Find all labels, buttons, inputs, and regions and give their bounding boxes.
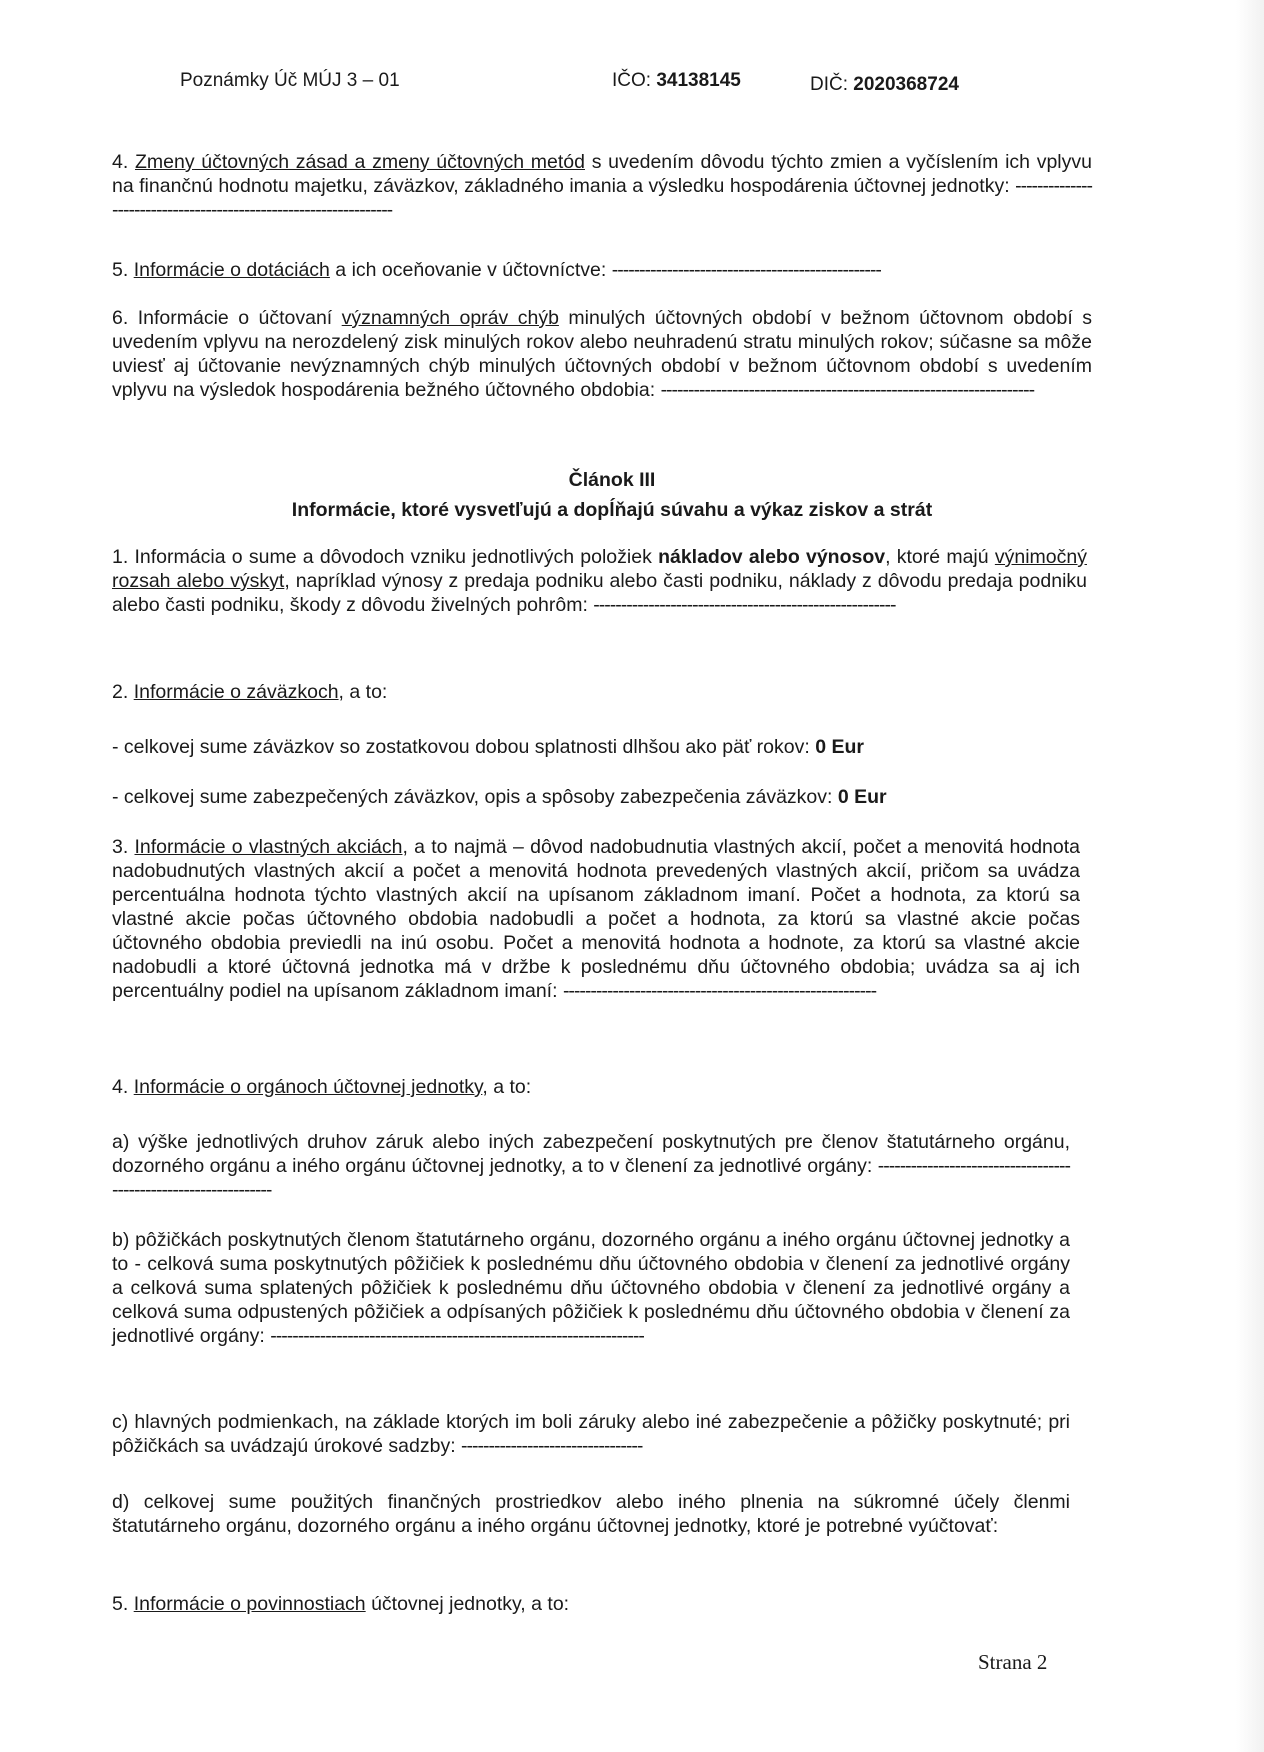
ico-label: IČO:	[612, 70, 652, 91]
item-6-error-corrections: 6. Informácie o účtovaní významných opráv chýb minulých účtovných období v bežnom účtovnom období s uvedením vplyvu na nerozdelený zisk minulých rokov alebo neuhradenú stratu minulých rokov; súčasne sa môže uviesť aj účtovanie nevýznamných chýb minulých účtovných období v bežnom účtovnom období s uvedením vplyvu na výsledok hospodárenia bežného účtovného obdobia: --------------------------------------------------------------------	[112, 307, 1092, 401]
header-ico	[612, 70, 741, 92]
liabilities-long-term-value: 0 Eur	[815, 736, 864, 758]
art3-item-4d: d) celkovej sume použitých finančných prostriedkov alebo iného plnenia na súkromné účely členmi štatutárneho orgánu, dozorného orgánu a iného orgánu účtovnej jednotky, ktoré je potrebné vyúčtovať:	[112, 1491, 1070, 1537]
dic-value: 2020368724	[853, 74, 959, 95]
art3-item-2b: - celkovej sume zabezpečených záväzkov, opis a spôsoby zabezpečenia záväzkov: 0 Eur	[112, 786, 887, 808]
art3-item-5-heading: Informácie o povinnostiach	[133, 1593, 366, 1615]
art3-item-1-extraordinary: 1. Informácia o sume a dôvodoch vzniku jednotlivých položiek nákladov alebo výnosov, ktoré majú výnimočný rozsah alebo výskyt, napríklad výnosy z predaja podniku alebo časti podniku, náklady z dôvodu predaja podniku alebo časti podniku, škody z dôvodu živelných pohrôm: -------------------------------------------------------	[112, 546, 1087, 616]
page-number: Strana 2	[978, 1650, 1048, 1674]
art3-item-2a: - celkovej sume záväzkov so zostatkovou dobou splatnosti dlhšou ako päť rokov: 0 Eur	[112, 736, 864, 758]
item-5-subsidies: 5. Informácie o dotáciách a ich oceňovanie v účtovníctve: -------------------------------------------------	[112, 259, 881, 281]
dic-label: DIČ:	[810, 74, 848, 95]
ico-value: 34138145	[656, 70, 741, 91]
art3-item-4b: b) pôžičkách poskytnutých členom štatutárneho orgánu, dozorného orgánu a iného orgánu účtovnej jednotky a to - celková suma poskytnutých pôžičiek k poslednému dňu účtovného obdobia v členení za jednotlivé orgány a celková suma splatených pôžičiek k poslednému dňu účtovného obdobia v členení za jednotlivé orgány a celková suma odpustených pôžičiek a odpísaných pôžičiek k poslednému dňu účtovného obdobia v členení za jednotlivé orgány: --------------------------------------------------------------------	[112, 1229, 1070, 1347]
art3-item-1-heading: výnimočný rozsah alebo výskyt	[112, 546, 1087, 592]
art3-item-4a: a) výške jednotlivých druhov záruk alebo iných zabezpečení poskytnutých pre členov štatutárneho orgánu, dozorného orgánu a iného orgánu účtovnej jednotky, a to v členení za jednotlivé orgány: ----------------------------------------------------------------	[112, 1131, 1070, 1201]
article-subtitle: Informácie, ktoré vysvetľujú a dopĺňajú súvahu a výkaz ziskov a strát	[291, 499, 933, 521]
art3-item-3-own-shares: 3. Informácie o vlastných akciách, a to najmä – dôvod nadobudnutia vlastných akcií, počet a menovitá hodnota nadobudnutých vlastných akcií a počet a menovitá hodnota prevedených vlastných akcií, pričom sa uvádza percentuálna hodnota týchto vlastných akcií na upísanom základnom imaní. Počet a hodnota, za ktorú sa vlastné akcie počas účtovného obdobia nadobudli a počet a hodnota, za ktorú sa vlastné akcie počas účtovného obdobia previedli na inú osobu. Počet a menovitá hodnota a hodnote, za ktorú sa vlastné akcie nadobudli a ktoré účtovná jednotka má v držbe k poslednému dňu účtovného obdobia; uvádza sa aj ich percentuálny podiel na upísanom základnom imaní: ---------------------------------------------------------	[112, 836, 1081, 1002]
item-4-accounting-changes: 4. Zmeny účtovných zásad a zmeny účtovných metód s uvedením dôvodu týchto zmien a vyčíslením ich vplyvu na finančnú hodnotu majetku, záväzkov, základného imania a výsledku hospodárenia účtovnej jednotky: -----------------------------------------------------------------	[112, 151, 1092, 221]
scan-edge-shadow	[1236, 0, 1264, 1752]
item-5-heading: Informácie o dotáciách	[133, 259, 330, 281]
header-doc-code: Poznámky Úč MÚJ 3 – 01	[180, 70, 400, 91]
header-dic	[810, 74, 959, 96]
article-title: Článok III	[568, 469, 656, 491]
art3-item-4c: c) hlavných podmienkach, na základe ktorých im boli záruky alebo iné zabezpečenie a pôžičky poskytnuté; pri pôžičkách sa uvádzajú úrokové sadzby: ---------------------------------	[112, 1411, 1070, 1457]
item-4-heading: Zmeny účtovných zásad a zmeny účtovných metód	[134, 151, 585, 173]
item-6-heading: významných opráv chýb	[341, 307, 559, 329]
art3-item-2-liabilities: 2. Informácie o záväzkoch, a to:	[112, 681, 388, 703]
art3-item-4-bodies: 4. Informácie o orgánoch účtovnej jednotky, a to:	[112, 1076, 532, 1098]
art3-item-2-heading: Informácie o záväzkoch	[133, 681, 339, 703]
art3-item-3-heading: Informácie o vlastných akciách	[134, 836, 403, 858]
art3-item-4-heading: Informácie o orgánoch účtovnej jednotky	[133, 1076, 483, 1098]
art3-item-5-obligations: 5. Informácie o povinnostiach účtovnej jednotky, a to:	[112, 1593, 570, 1615]
liabilities-secured-value: 0 Eur	[837, 786, 887, 808]
